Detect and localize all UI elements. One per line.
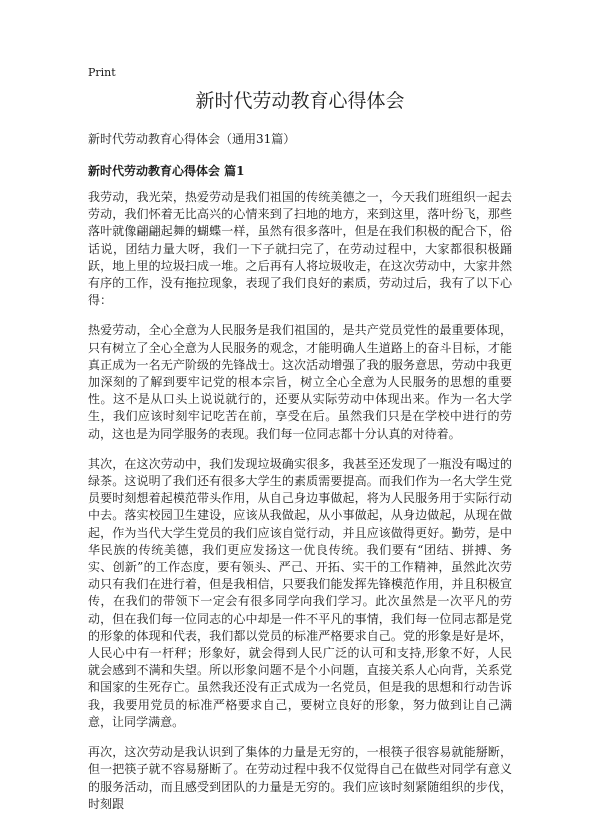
paragraph-4: 再次，这次劳动是我认识到了集体的力量是无穷的，一根筷子很容易就能掰断，但一把筷子就不容易掰断了。在劳动过程中我不仅觉得自己在做些对同学有意义的服务活动，而且感受到团队的力量是无穷的。我们应该时刻紧随组织的步伐，时刻跟 [88, 745, 512, 811]
paragraph-1: 我劳动，我光荣，热爱劳动是我们祖国的传统美德之一，今天我们班组织一起去劳动，我们怀着无比高兴的心情来到了扫地的地方，来到这里，落叶纷飞，那些落叶就像翩翩起舞的蝴蝶一样，虽然有很多落叶，但是在我们积极的配合下，俗话说，团结力量大呀，我们一下子就扫完了，在劳动过程中，大家都很积极踊跃，地上里的垃圾扫成一堆。之后再有人将垃圾收走，在这次劳动中，大家井然有序的工作，没有拖拉现象，表现了我们良好的素质，劳动过后，我有了以下心得： [88, 190, 512, 308]
page-title: 新时代劳动教育心得体会 [195, 90, 405, 112]
section-heading: 新时代劳动教育心得体会 篇1 [88, 164, 245, 178]
paragraph-2: 热爱劳动，全心全意为人民服务是我们祖国的，是共产党员党性的最重要体现，只有树立了全心全意为人民服务的观念，才能明确人生道路上的奋斗目标，才能真正成为一名无产阶级的先锋战士。这次活动增强了我的服务意思，劳动中我更加深刻的了解到要牢记党的根本宗旨，树立全心全意为人民服务的思想的重要性。这不是从口头上说说就行的，还要从实际劳动中体现出来。作为一名大学生，我们应该时刻牢记吃苦在前，享受在后。虽然我们只是在学校中进行的劳动，这也是为同学服务的表现。我们每一位同志都十分认真的对待着。 [88, 323, 512, 441]
paragraph-3: 其次，在这次劳动中，我们发现垃圾确实很多，我甚至还发现了一瓶没有喝过的绿茶。这说明了我们还有很多大学生的素质需要提高。而我们作为一名大学生党员要时刻想着起模范带头作用，从自己身边事做起，将为人民服务用于实际行动中去。落实校园卫生建设，应该从我做起，从小事做起，从身边做起，从现在做起，作为当代大学生党员的我们应该自觉行动，并且应该做得更好。勤劳，是中华民族的传统美德，我们更应发扬这一优良传统。我们要有“团结、拼搏、务实、创新”的工作态度，要有领头、严己、开拓、实干的工作精神，虽然此次劳动只有我们在进行着，但是我相信，只要我们能发挥先锋模范作用，并且积极宣传，在我们的带领下一定会有很多同学向我们学习。此次虽然是一次平凡的劳动，但在我们每一位同志的心中却是一件不平凡的事情，我们每一位同志都是党的形象的体现和代表，我们都以党员的标准严格要求自己。党的形象是好是坏，人民心中有一杆秤；形象好，就会得到人民广泛的认可和支持,形象不好，人民就会感到不满和失望。所以形象问题不是个小问题，直接关系人心向背，关系党和国家的生死存亡。虽然我还没有正式成为一名党员，但是我的思想和行动告诉我，我要用党员的标准严格要求自己，要树立良好的形象，努力做到让自己满意，让同学满意。 [88, 456, 512, 729]
document-subtitle: 新时代劳动教育心得体会（通用31篇） [88, 132, 296, 146]
print-link[interactable]: Print [88, 66, 116, 79]
